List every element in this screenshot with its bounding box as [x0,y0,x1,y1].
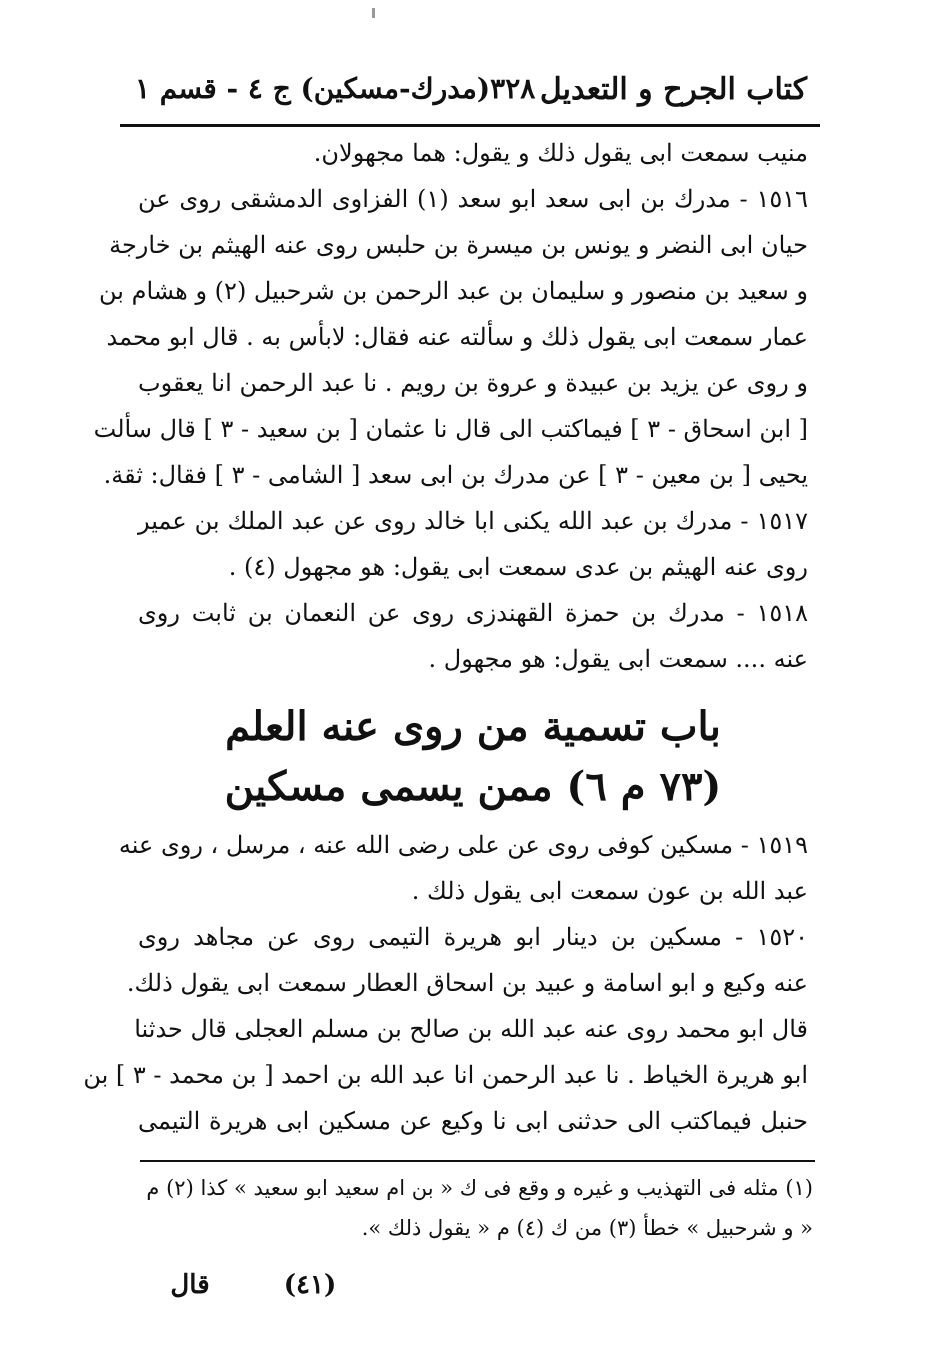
header-rule [120,124,820,127]
entry-1517: ١٥١٧ - مدرك بن عبد الله يكنى ابا خالد روى عن عبد الملك بن عمير [138,507,808,535]
entry-1520: ١٥٢٠ - مسكين بن دينار ابو هريرة التيمى روى عن مجاهد روى [138,923,808,951]
main-text-block [93,130,808,682]
text-line: عنه .... سمعت ابى يقول: هو مجهول . [428,645,808,673]
scan-mark [372,8,375,18]
text-line: حيان ابى النضر و يونس بن ميسرة بن حلبس روى عنه الهيثم بن خارجة [109,231,808,259]
text-line: عمار سمعت ابى يقول ذلك و سألته عنه فقال: لابأس به . قال ابو محمد [106,323,808,351]
chapter-subtitle: (٧٣ م ٦) ممن يسمى مسكين [224,763,722,810]
footnote-rule [140,1160,815,1162]
entry-1519: ١٥١٩ - مسكين كوفى روى عن على رضى الله عنه ، مرسل ، روى عنه [118,831,808,859]
entry-1518: ١٥١٨ - مدرك بن حمزة القهندزى روى عن النعمان بن ثابت روى [138,599,808,627]
footnote-line: « و شرحبيل » خطأ (٣) من ك (٤) م « يقول ذلك ». [361,1216,813,1240]
page-number: (٤١) [283,1270,337,1300]
second-text-block [83,822,808,1144]
chapter-title: باب تسمية من روى عنه العلم [225,703,721,750]
footnote-line: (١) مثله فى التهذيب و غيره و وقع فى ك « بن ام سعيد ابو سعيد » كذا (٢) م [146,1176,813,1200]
text-line: ابو هريرة الخياط . نا عبد الرحمن انا عبد الله بن احمد [ بن محمد - ٣ ] بن [83,1061,808,1089]
running-header [125,62,815,122]
page-reference: ٣٢٨(مدرك-مسكين) ج ٤ - قسم ١ [135,72,536,105]
text-line: [ ابن اسحاق - ٣ ] فيماكتب الى قال نا عثمان [ بن سعيد - ٣ ] قال سألت [93,415,808,443]
text-line: حنبل فيماكتب الى حدثنى ابى نا وكيع عن مسكين ابى هريرة التيمى [138,1107,808,1135]
book-title: كتاب الجرح و التعديل [539,72,807,107]
text-line: قال ابو محمد روى عنه عبد الله بن صالح بن مسلم العجلى قال حدثنا [134,1015,808,1043]
entry-1516: ١٥١٦ - مدرك بن ابى سعد ابو سعد (١) الفزاوى الدمشقى روى عن [138,185,808,213]
text-line: منيب سمعت ابى يقول ذلك و يقول: هما مجهولان. [313,139,808,167]
text-line: و سعيد بن منصور و سليمان بن عبد الرحمن بن شرحبيل (٢) و هشام بن [99,277,808,305]
text-line: عبد الله بن عون سمعت ابى يقول ذلك . [411,877,808,905]
text-line: عنه وكيع و ابو اسامة و عبيد بن اسحاق العطار سمعت ابى يقول ذلك. [126,969,808,997]
catchword: قال [170,1270,210,1300]
text-line: روى عنه الهيثم بن عدى سمعت ابى يقول: هو مجهول (٤) . [228,553,808,581]
footnotes [138,1168,813,1248]
text-line: يحيى [ بن معين - ٣ ] عن مدرك بن ابى سعد [ الشامى - ٣ ] فقال: ثقة. [103,461,808,489]
text-line: و روى عن يزيد بن عبيدة و عروة بن رويم . نا عبد الرحمن انا يعقوب [138,369,808,397]
